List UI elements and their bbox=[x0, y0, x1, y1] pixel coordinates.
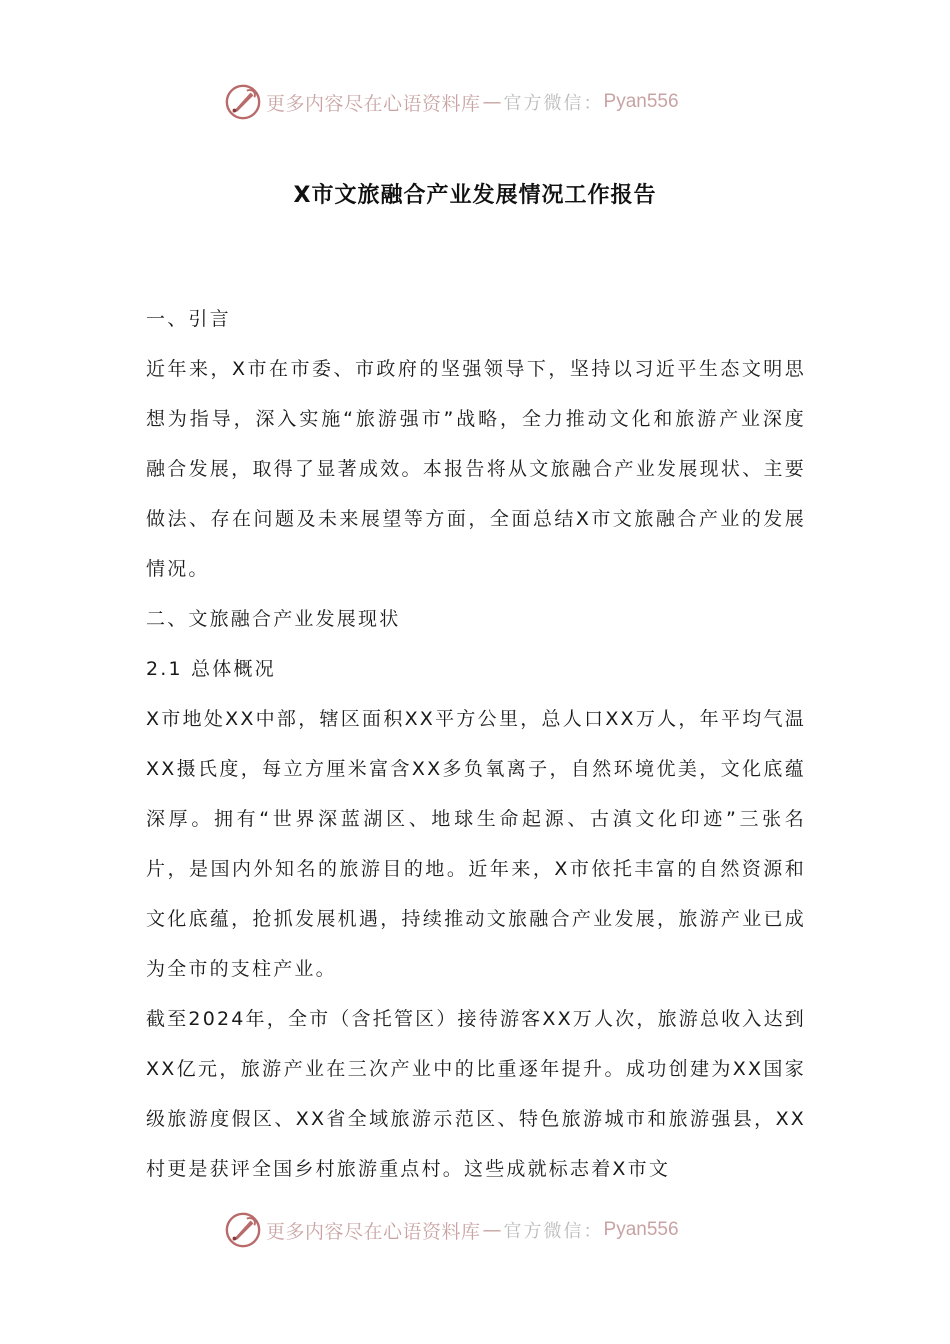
paragraph-overview-2: 截至2024年，全市（含托管区）接待游客XX万人次，旅游总收入达到XX亿元，旅游产业在三次产业中的比重逐年提升。成功创建为XX国家级旅游度假区、XX省全域旅游示范区、特色旅游城市和旅游强县，XX村更是获评全国乡村旅游重点村。这些成就标志着X市文 bbox=[146, 1008, 806, 1180]
quill-pen-logo-icon bbox=[224, 1211, 262, 1249]
watermark-header bbox=[224, 82, 679, 122]
quill-pen-logo-icon bbox=[224, 83, 262, 121]
watermark-wechat-label: 官方微信： bbox=[503, 1221, 604, 1242]
paragraph-overview-1: X市地处XX中部，辖区面积XX平方公里，总人口XX万人，年平均气温XX摄氏度，每立方厘米富含XX多负氧离子，自然环境优美，文化底蕴深厚。拥有“世界深蓝湖区、地球生命起源、古滇文化印迹”三张名片，是国内外知名的旅游目的地。近年来，X市依托丰富的自然资源和文化底蕴，抢抓发展机遇，持续推动文旅融合产业发展，旅游产业已成为全市的支柱产业。 bbox=[146, 708, 806, 980]
watermark-footer bbox=[224, 1210, 679, 1250]
watermark-wechat-id: Pyan556 bbox=[603, 1219, 679, 1240]
watermark-wechat-id: Pyan556 bbox=[603, 91, 679, 112]
watermark-main-text: 更多内容尽在心语资料库 bbox=[266, 92, 481, 115]
watermark-main-text: 更多内容尽在心语资料库 bbox=[266, 1220, 481, 1243]
watermark-dash: — bbox=[482, 91, 502, 113]
section-heading-status: 二、文旅融合产业发展现状 bbox=[146, 608, 401, 630]
subsection-heading-overview: 2.1 总体概况 bbox=[146, 658, 276, 680]
watermark-wechat-label: 官方微信： bbox=[503, 93, 604, 114]
section-heading-intro: 一、引言 bbox=[146, 308, 231, 330]
watermark-dash: — bbox=[482, 1219, 502, 1241]
paragraph-intro: 近年来，X市在市委、市政府的坚强领导下，坚持以习近平生态文明思想为指导，深入实施“旅游强市”战略，全力推动文化和旅游产业深度融合发展，取得了显著成效。本报告将从文旅融合产业发展现状、主要做法、存在问题及未来展望等方面，全面总结X市文旅融合产业的发展情况。 bbox=[146, 358, 806, 580]
document-title: X市文旅融合产业发展情况工作报告 bbox=[293, 183, 657, 208]
document-body bbox=[146, 294, 806, 1194]
